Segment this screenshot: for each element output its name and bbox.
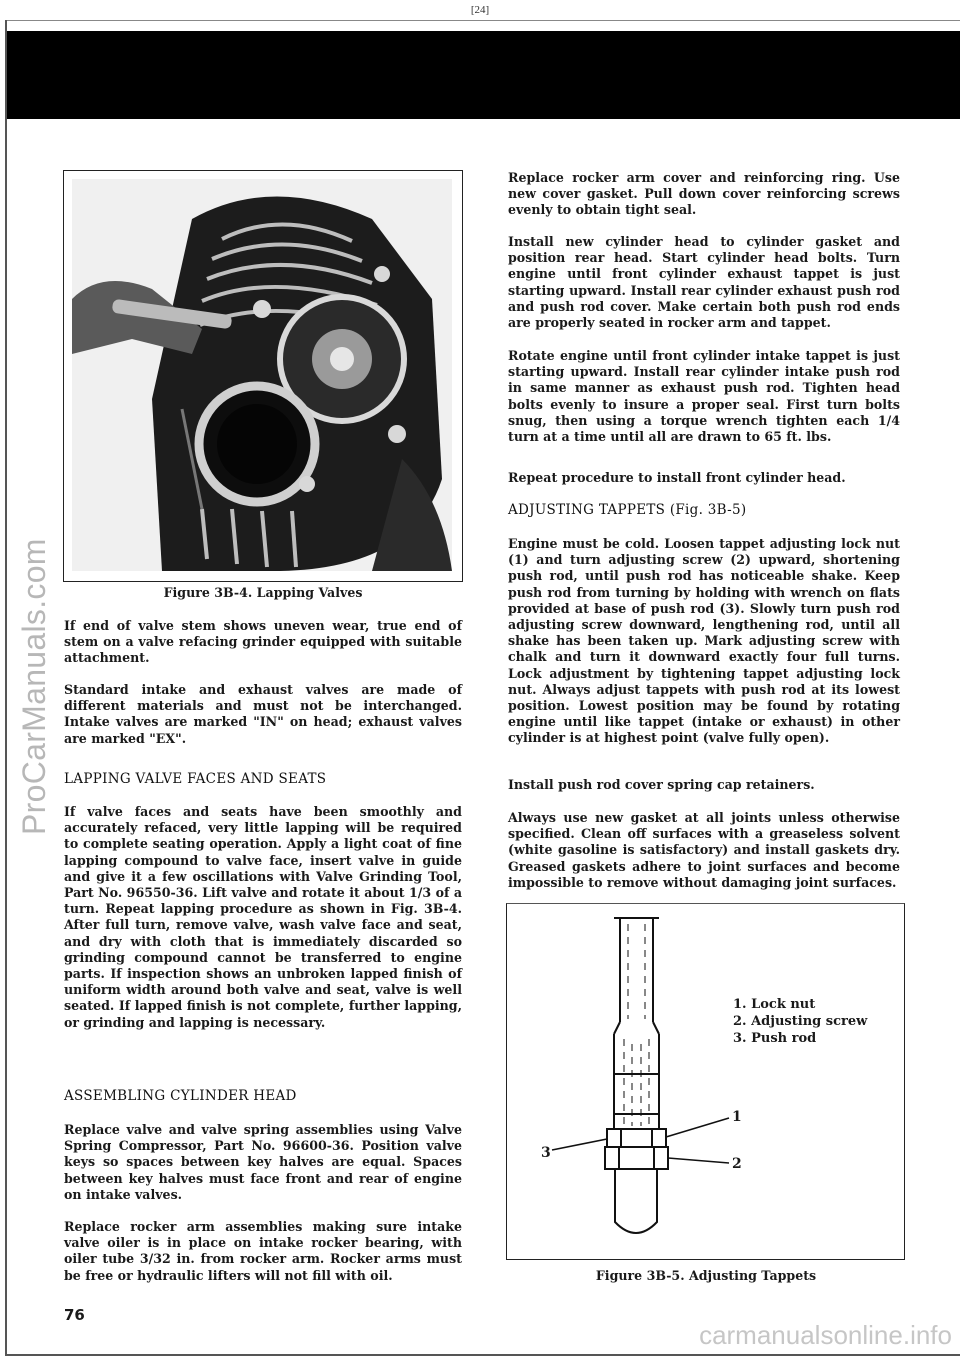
paragraph-text: Standard intake and exhaust valves are made of different materials and must not be interchanged. Intake valves are marked "IN" on head; exhaust valves are marked "EX".	[64, 682, 462, 746]
page-frame-bottom	[5, 1354, 960, 1356]
header-black-band	[7, 31, 960, 119]
figure-3b-4-frame	[63, 170, 463, 582]
left-paragraph-valve-materials	[64, 682, 462, 747]
paragraph-text: Repeat procedure to install front cylinder head.	[508, 470, 846, 485]
tappet-legend-item-2: 2. Adjusting screw	[733, 1014, 868, 1029]
paragraph-text: Install push rod cover spring cap retainers.	[508, 777, 815, 792]
paragraph-text: If end of valve stem shows uneven wear, true end of stem on a valve refacing grinder equipped with suitable attachment.	[64, 618, 462, 666]
paragraph-text: If valve faces and seats have been smoothly and accurately refaced, very little lapping will be required to complete seating operation. Apply a light coat of fine lapping compound to valve face, insert valve in guide and give it a few oscillations with Valve Grinding Tool, Part No. 96550-36. Lift valve and rotate it about 1/3 of a turn. Repeat lapping procedure as shown in Fig. 3B-4. After full turn, remove valve, wash valve face and seat, and dry with cloth that is immediately discarded so grinding compound cannot be transferred to engine parts. If inspection shows an unbroken lapped finish of uniform width around both valve and seat, valve is well seated. If lapped finish is not complete, further lapping, or grinding and lapping is necessary.	[64, 804, 462, 1030]
right-paragraph-repeat	[508, 470, 900, 486]
left-paragraph-lapping	[64, 804, 462, 1031]
page-number: 76	[64, 1306, 85, 1324]
right-paragraph-rocker-cover	[508, 170, 900, 219]
tappet-legend-item-1: 1. Lock nut	[733, 997, 816, 1012]
paragraph-text: Engine must be cold. Loosen tappet adjusting lock nut (1) and turn adjusting screw (2) upward, shortening push rod, until push rod has noticeable shake. Keep push rod from turning by holding with wrench on flats provided at base of push rod (3). Slowly turn push rod adjusting screw downward, lengthening rod, until all shake has been taken up. Mark adjusting screw with chalk and turn it downward exactly four full turns. Lock adjustment by tightening tappet adjusting lock nut. Always adjust tappets with push rod at its lowest position. Lowest position may be found by rotating engine until like tappet (intake or exhaust) in other cylinder is at highest point (valve fully open).	[508, 536, 900, 746]
paragraph-text: Replace valve and valve spring assemblies using Valve Spring Compressor, Part No. 96600-36. Position valve keys so spaces between key halves are equal. Spaces between key halves must face front and rear of engine on intake valves.	[64, 1122, 462, 1202]
heading-adjusting-tappets: ADJUSTING TAPPETS (Fig. 3B-5)	[508, 502, 747, 518]
right-paragraph-rotate-engine	[508, 348, 900, 445]
paragraph-text: Rotate engine until front cylinder intake tappet is just starting upward. Install rear cylinder intake push rod in same manner as exhaust push rod. Tighten head bolts evenly to insure a proper seal. First turn bolts snug, then using a torque wrench tighten each 1/4 turn at a time until all are drawn to 65 ft. lbs.	[508, 348, 900, 445]
tappet-diagram	[507, 904, 904, 1259]
page-frame-left	[5, 20, 7, 1355]
figure-3b-5-caption: Figure 3B-5. Adjusting Tappets	[595, 1268, 817, 1283]
bottom-watermark: carmanualsonline.info	[699, 1320, 952, 1350]
right-paragraph-spring-cap	[508, 777, 900, 793]
paragraph-text: Install new cylinder head to cylinder gasket and position rear head. Start cylinder head bolts. Turn engine until front cylinder exhaust tappet is just starting upward. Install rear cylinder exhaust push rod and push rod cover. Make certain both push rod ends are properly seated in rocker arm and tappet.	[508, 234, 900, 331]
right-paragraph-gaskets	[508, 810, 900, 891]
heading-assembling-cylinder-head: ASSEMBLING CYLINDER HEAD	[64, 1088, 297, 1104]
callout-label-2: 2	[732, 1156, 742, 1172]
left-paragraph-rocker-arms	[64, 1219, 462, 1284]
page-top-label: [24]	[470, 4, 490, 16]
left-paragraph-valve-springs	[64, 1122, 462, 1203]
tappet-legend-item-3: 3. Push rod	[733, 1031, 817, 1046]
heading-lapping-valve-faces: LAPPING VALVE FACES AND SEATS	[64, 771, 327, 787]
lapping-valves-illustration	[72, 179, 452, 571]
paragraph-text: Replace rocker arm cover and reinforcing ring. Use new cover gasket. Pull down cover reinforcing screws evenly to obtain tight seal.	[508, 170, 900, 218]
figure-3b-4-caption: Figure 3B-4. Lapping Valves	[163, 585, 363, 600]
side-watermark: ProCarManuals.com	[16, 538, 52, 835]
right-paragraph-install-head	[508, 234, 900, 331]
lapping-valves-photo	[72, 179, 452, 571]
page-frame-top	[5, 20, 960, 21]
right-paragraph-adjusting	[508, 536, 900, 747]
left-paragraph-valve-stem	[64, 618, 462, 667]
paragraph-text: Replace rocker arm assemblies making sure intake valve oiler is in place on intake rocker bearing, with oiler tube 3/32 in. from rocker arm. Rocker arms must be free or hydraulic lifters will not fill with oil.	[64, 1219, 462, 1283]
callout-label-3: 3	[541, 1145, 551, 1161]
figure-3b-5-frame	[506, 903, 905, 1260]
callout-label-1: 1	[732, 1109, 742, 1125]
paragraph-text: Always use new gasket at all joints unless otherwise specified. Clean off surfaces with a greaseless solvent (white gasoline is satisfactory) and install gaskets dry. Greased gaskets adhere to joint surfaces and become impossible to remove without damaging joint surfaces.	[508, 810, 900, 890]
